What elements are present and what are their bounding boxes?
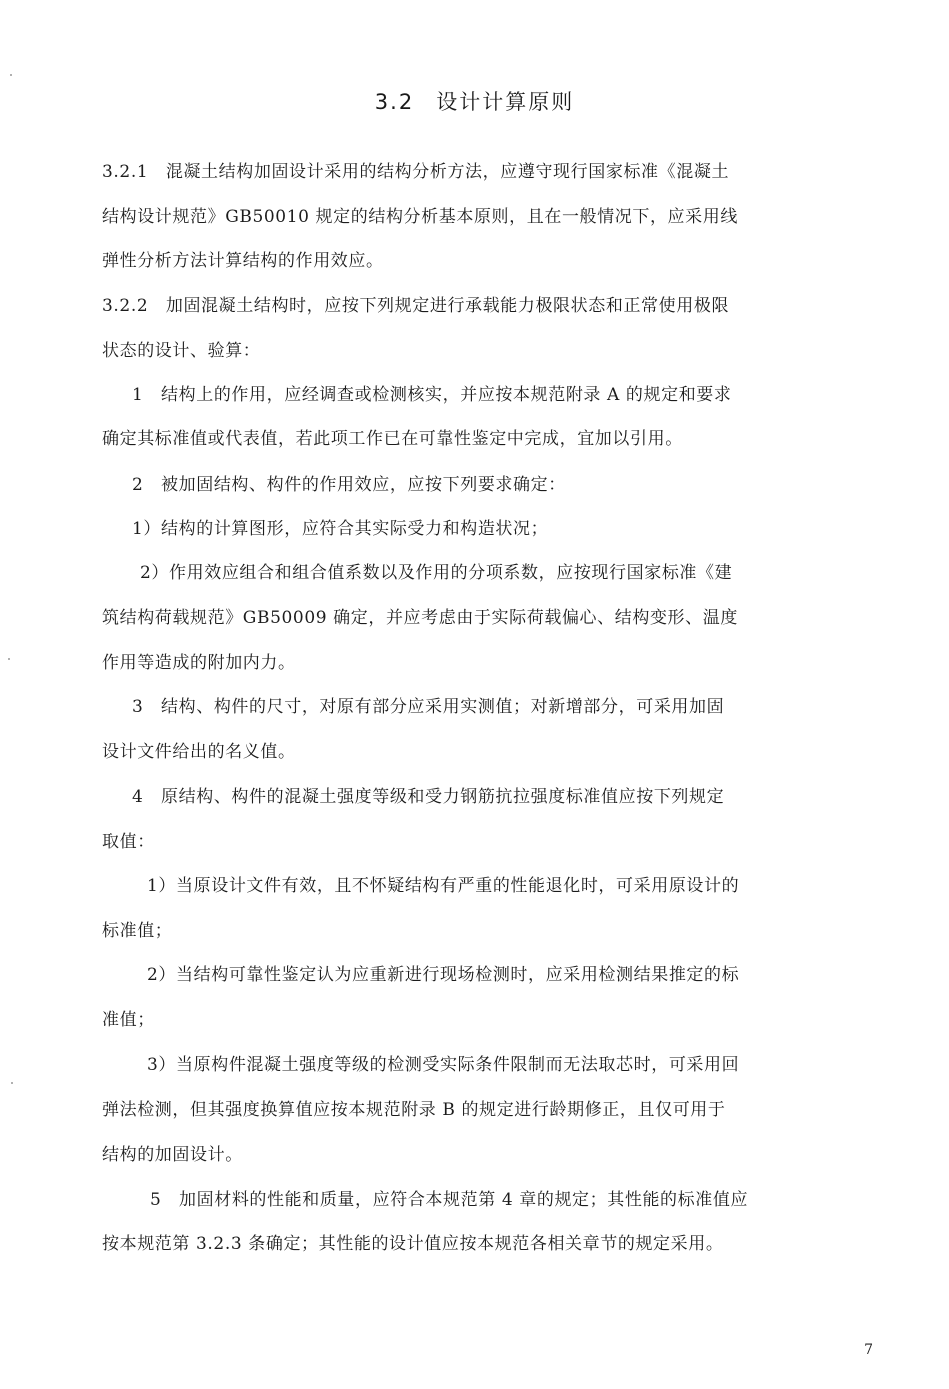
clause-3-2-1-line-1: 3.2.1 混凝土结构加固设计采用的结构分析方法，应遵守现行国家标准《混凝土: [102, 162, 730, 182]
scan-speck: [11, 1082, 13, 1084]
item-2-line-1: 2 被加固结构、构件的作用效应，应按下列要求确定：: [132, 475, 566, 495]
item-4-sub-3-line-2: 弹法检测，但其强度换算值应按本规范附录 B 的规定进行龄期修正，且仅可用于: [102, 1100, 726, 1120]
page-number: 7: [864, 1342, 873, 1358]
item-4-line-2: 取值：: [102, 832, 155, 852]
item-2-sub-1: 1）结构的计算图形，应符合其实际受力和构造状况；: [132, 519, 549, 539]
clause-3-2-1-line-3: 弹性分析方法计算结构的作用效应。: [102, 251, 384, 271]
scan-speck: [10, 74, 12, 76]
section-heading: [0, 86, 949, 116]
scan-speck: [8, 658, 10, 660]
item-5-line-1: 5 加固材料的性能和质量，应符合本规范第 4 章的规定；其性能的标准值应: [150, 1190, 749, 1210]
item-4-sub-1-line-1: 1）当原设计文件有效，且不怀疑结构有严重的性能退化时，可采用原设计的: [147, 876, 740, 896]
item-1-line-2: 确定其标准值或代表值，若此项工作已在可靠性鉴定中完成，宜加以引用。: [102, 429, 683, 449]
section-title: 设计计算原则: [436, 90, 575, 114]
item-4-sub-2-line-2: 准值；: [102, 1010, 155, 1030]
item-4-sub-3-line-3: 结构的加固设计。: [102, 1145, 243, 1165]
item-3-line-1: 3 结构、构件的尺寸，对原有部分应采用实测值；对新增部分，可采用加固: [132, 697, 725, 717]
clause-3-2-2-line-1: 3.2.2 加固混凝土结构时，应按下列规定进行承载能力极限状态和正常使用极限: [102, 296, 730, 316]
section-number: 3.2: [374, 90, 415, 114]
item-4-sub-2-line-1: 2）当结构可靠性鉴定认为应重新进行现场检测时，应采用检测结果推定的标: [147, 965, 740, 985]
item-5-line-2: 按本规范第 3.2.3 条确定；其性能的设计值应按本规范各相关章节的规定采用。: [102, 1234, 724, 1254]
item-4-line-1: 4 原结构、构件的混凝土强度等级和受力钢筋抗拉强度标准值应按下列规定: [132, 787, 725, 807]
item-2-sub-2-line-2: 筑结构荷载规范》GB50009 确定，并应考虑由于实际荷载偏心、结构变形、温度: [102, 608, 738, 628]
item-2-sub-2-line-1: 2）作用效应组合和组合值系数以及作用的分项系数，应按现行国家标准《建: [140, 563, 733, 583]
clause-3-2-1-line-2: 结构设计规范》GB50010 规定的结构分析基本原则，且在一般情况下，应采用线: [102, 207, 738, 227]
item-1-line-1: 1 结构上的作用，应经调查或检测核实，并应按本规范附录 A 的规定和要求: [132, 385, 732, 405]
item-4-sub-3-line-1: 3）当原构件混凝土强度等级的检测受实际条件限制而无法取芯时，可采用回: [147, 1055, 740, 1075]
item-3-line-2: 设计文件给出的名义值。: [102, 742, 296, 762]
clause-3-2-2-line-2: 状态的设计、验算：: [102, 341, 261, 361]
item-2-sub-2-line-3: 作用等造成的附加内力。: [102, 653, 296, 673]
item-4-sub-1-line-2: 标准值；: [102, 921, 173, 941]
